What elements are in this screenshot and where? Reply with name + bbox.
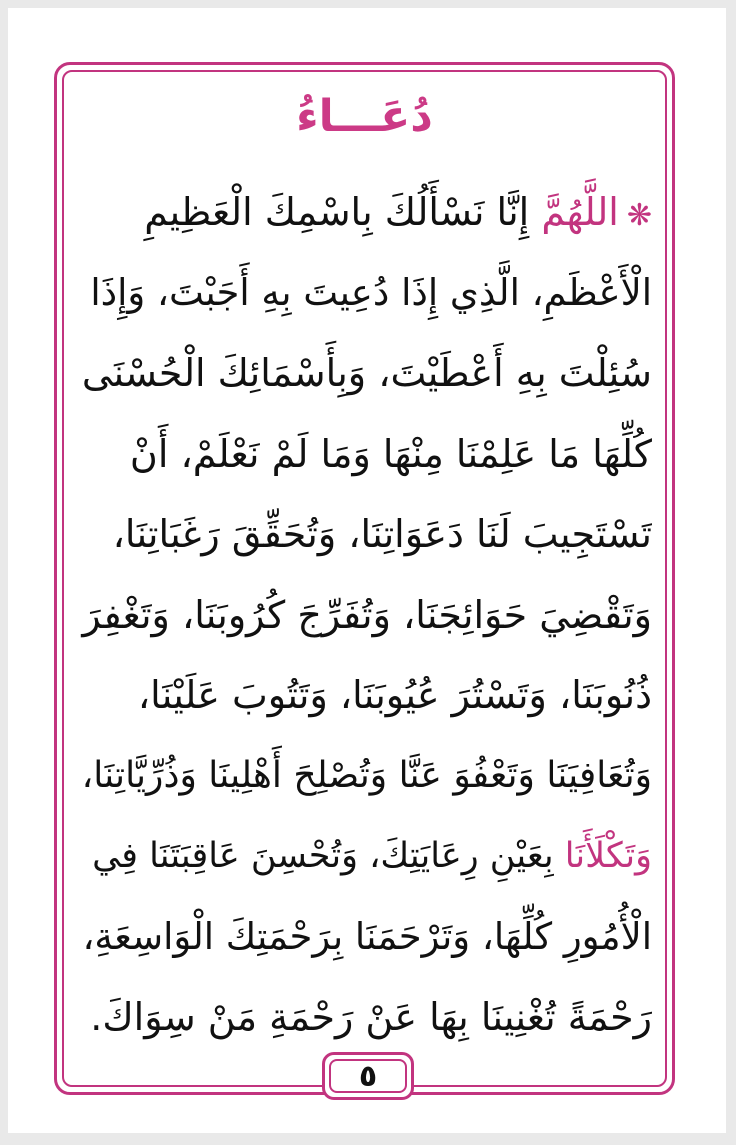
text-line (80, 414, 652, 495)
line-text: تَسْتَجِيبَ لَنَا دَعَوَاتِنَا، وَتُحَقِّقَ رَغَبَاتِنَا، (112, 512, 652, 556)
page-number: ٥ (358, 1058, 378, 1094)
line-text: بِعَيْنِ رِعَايَتِكَ، وَتُحْسِنَ عَاقِبَتَنَا فِي (92, 836, 565, 876)
star-ornament-icon: ❋ (626, 198, 652, 233)
supplication-text (80, 172, 652, 1058)
page-title: دُعَـــاءُ (296, 91, 433, 142)
line-text: وَتُعَافِيَنَا وَتَعْفُوَ عَنَّا وَتُصْلِحَ أَهْلِينَا وَذُرِّيَّاتِنَا، (81, 754, 652, 796)
line-text: وَتَقْضِيَ حَوَائِجَنَا، وَتُفَرِّجَ كُرُوبَنَا، وَتَغْفِرَ (82, 592, 652, 637)
text-line (80, 736, 652, 817)
text-line (80, 977, 652, 1058)
line-text: إِنَّا نَسْأَلُكَ بِاسْمِكَ الْعَظِيمِ (144, 190, 542, 234)
line-text: الْأَعْظَمِ، الَّذِي إِذَا دُعِيتَ بِهِ أَجَبْتَ، وَإِذَا (90, 270, 652, 314)
text-line (80, 655, 652, 736)
text-line (80, 172, 652, 253)
text-line (80, 494, 652, 575)
text-line (80, 575, 652, 656)
line-text: ذُنُوبَنَا، وَتَسْتُرَ عُيُوبَنَا، وَتَتُوبَ عَلَيْنَا، (137, 673, 652, 717)
text-line (80, 333, 652, 414)
text-line (80, 897, 652, 978)
line-text: الْأُمُورِ كُلِّهَا، وَتَرْحَمَنَا بِرَحْمَتِكَ الْوَاسِعَةِ، (82, 914, 652, 958)
page-number-box (322, 1052, 414, 1100)
line-text: رَحْمَةً تُغْنِينَا بِهَا عَنْ رَحْمَةِ مَنْ سِوَاكَ. (90, 995, 652, 1039)
line-text: كُلِّهَا مَا عَلِمْنَا مِنْهَا وَمَا لَمْ نَعْلَمْ، أَنْ (129, 431, 652, 476)
text-line (80, 253, 652, 334)
highlighted-word: اللَّهُمَّ (541, 190, 619, 234)
text-line (80, 816, 652, 897)
line-text: سُئِلْتَ بِهِ أَعْطَيْتَ، وَبِأَسْمَائِكَ الْحُسْنَى (81, 351, 652, 395)
highlighted-word: وَتَكْلَأَنَا (564, 836, 652, 876)
